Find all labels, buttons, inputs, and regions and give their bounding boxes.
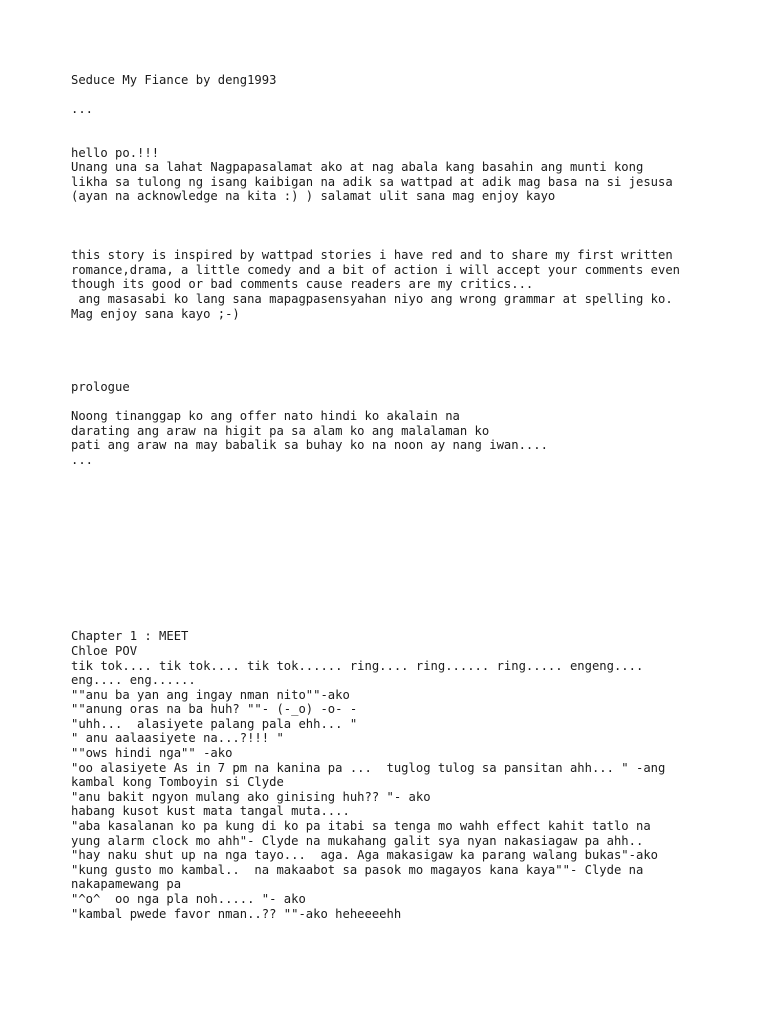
chapter-heading: Chapter 1 : MEET	[71, 629, 189, 643]
text-line: Chloe POV	[71, 644, 138, 658]
text-line: kambal kong Tomboyin si Clyde	[71, 775, 284, 789]
text-line: "oo alasiyete As in 7 pm na kanina pa ... tuglog tulog sa pansitan ahh... " -ang	[71, 761, 666, 775]
text-line: "hay naku shut up na nga tayo... aga. Aga makasigaw ka parang walang bukas"-ako	[71, 848, 658, 862]
text-line: though its good or bad comments cause readers are my critics...	[71, 277, 534, 291]
text-line: ""ows hindi nga"" -ako	[71, 746, 233, 760]
text-line: "uhh... alasiyete palang pala ehh... "	[71, 717, 358, 731]
text-line: Mag enjoy sana kayo ;-)	[71, 307, 240, 321]
ellipsis: ...	[71, 102, 94, 116]
text-line: ang masasabi ko lang sana mapagpasensyahan niyo ang wrong grammar at spelling ko.	[71, 292, 673, 306]
text-line: yung alarm clock mo ahh"- Clyde na mukahang galit sya nyan nakasiagaw pa ahh..	[71, 834, 644, 848]
text-line: nakapamewang pa	[71, 877, 182, 891]
text-line: pati ang araw na may babalik sa buhay ko na noon ay nang iwan....	[71, 438, 548, 452]
prologue-heading: prologue	[71, 380, 130, 394]
text-line: romance,drama, a little comedy and a bit of action i will accept your comments even	[71, 263, 681, 277]
text-line: ...	[71, 453, 94, 467]
text-line: hello po.!!!	[71, 146, 160, 160]
text-line: tik tok.... tik tok.... tik tok...... ring.... ring...... ring..... engeng....	[71, 659, 644, 673]
text-line: ""anung oras na ba huh? ""- (-_o) -o- -	[71, 702, 358, 716]
text-line: " anu aalaasiyete na...?!!! "	[71, 731, 284, 745]
text-line: "aba kasalanan ko pa kung di ko pa itabi sa tenga mo wahh effect kahit tatlo na	[71, 819, 651, 833]
text-line: darating ang araw na higit pa sa alam ko ang malalaman ko	[71, 424, 490, 438]
text-line: Noong tinanggap ko ang offer nato hindi ko akalain na	[71, 409, 460, 423]
text-line: Unang una sa lahat Nagpapasalamat ako at nag abala kang basahin ang munti kong	[71, 160, 644, 174]
text-line: ""anu ba yan ang ingay nman nito""-ako	[71, 688, 350, 702]
text-line: habang kusot kust mata tangal muta....	[71, 804, 350, 818]
text-line: "anu bakit ngyon mulang ako ginising huh?? "- ako	[71, 790, 431, 804]
text-line: "kambal pwede favor nman..?? ""-ako heheeeehh	[71, 907, 402, 921]
text-line: "kung gusto mo kambal.. na makaabot sa pasok mo magayos kana kaya""- Clyde na	[71, 863, 644, 877]
text-line: eng.... eng......	[71, 673, 196, 687]
document-title: Seduce My Fiance by deng1993	[71, 73, 277, 87]
text-line: likha sa tulong ng isang kaibigan na adik sa wattpad at adik mag basa na si jesusa	[71, 175, 673, 189]
text-line: "^o^ oo nga pla noh..... "- ako	[71, 892, 306, 906]
text-line: this story is inspired by wattpad stories i have red and to share my first written	[71, 248, 673, 262]
text-line: (ayan na acknowledge na kita :) ) salamat ulit sana mag enjoy kayo	[71, 189, 556, 203]
